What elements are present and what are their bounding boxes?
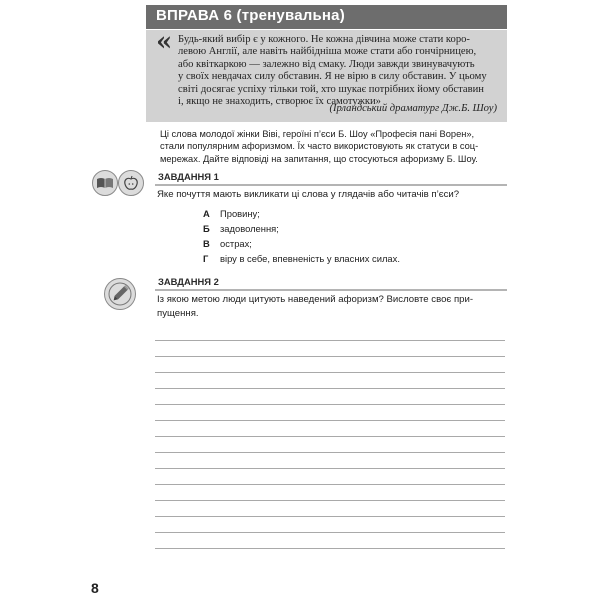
answer-line[interactable] [155,532,505,533]
answer-line[interactable] [155,404,505,405]
answer-line[interactable] [155,372,505,373]
answer-line[interactable] [155,468,505,469]
quote-line: світі досягає успіху тільки той, хто шукає потрібних йому обставин [178,83,484,95]
task1-title: ЗАВДАННЯ 1 [158,171,219,182]
quote-line: і, якщо не знаходить, створює їх самотужки» [178,96,381,108]
option-letter: А [203,208,210,219]
quote-text [178,34,498,108]
intro-line: стали популярним афоризмом. Їх часто використовують як статуси в соц- [160,141,479,152]
option-letter: Б [203,223,210,234]
answer-line[interactable] [155,548,505,549]
answer-line[interactable] [155,436,505,437]
quote-line: Будь-який вибір є у кожного. Не кожна дівчина може стати коро- [178,34,470,45]
answer-line[interactable] [155,340,505,341]
intro-line: Ці слова молодої жінки Віві, героїні п’єси Б. Шоу «Професія пані Ворен», [160,129,475,139]
task2-title: ЗАВДАННЯ 2 [158,276,219,287]
book-icon [92,170,118,196]
answer-line[interactable] [155,452,505,453]
task2-question-line: Із якою метою люди цитують наведений афоризм? Висловте своє при- [157,294,474,305]
answer-line[interactable] [155,356,505,357]
option-letter: Г [203,253,209,264]
answer-line[interactable] [155,500,505,501]
task1-question: Яке почуття мають викликати ці слова у глядачів або читачів п’єси? [157,189,460,200]
task2-rule [155,289,507,291]
quote-line: у своїх невдачах силу обставин. Я не вірю в силу обставин. У цьому [178,71,487,83]
option-text[interactable]: острах; [220,238,252,249]
exercise-title: ВПРАВА 6 (тренувальна) [156,7,345,24]
quote-author: (Ірландський драматург Дж.Б. Шоу) [329,103,497,114]
option-text[interactable]: Провину; [220,208,260,219]
quote-mark-icon: « [156,27,173,57]
answer-line[interactable] [155,516,505,517]
task1-rule [155,184,507,186]
option-text[interactable]: задоволення; [220,223,279,234]
answer-line[interactable] [155,388,505,389]
quote-line: левою Англії, але навіть найбідніша може стати або гончірницею, [178,46,477,58]
quote-line: або квіткаркою — залежно від смаку. Люди завжди звинувачують [178,58,475,70]
option-letter: В [203,238,210,249]
intro-paragraph [160,128,505,165]
answer-line[interactable] [155,420,505,421]
task2-question-line: пущення. [157,308,199,319]
intro-line: мережах. Дайте відповіді на запитання, що стосуються афоризму Б. Шоу. [160,153,478,164]
answer-line[interactable] [155,484,505,485]
option-text[interactable]: віру в себе, впевненість у власних силах. [220,253,400,264]
page-number: 8 [91,580,99,596]
pencil-icon [104,278,136,310]
apple-icon [118,170,144,196]
